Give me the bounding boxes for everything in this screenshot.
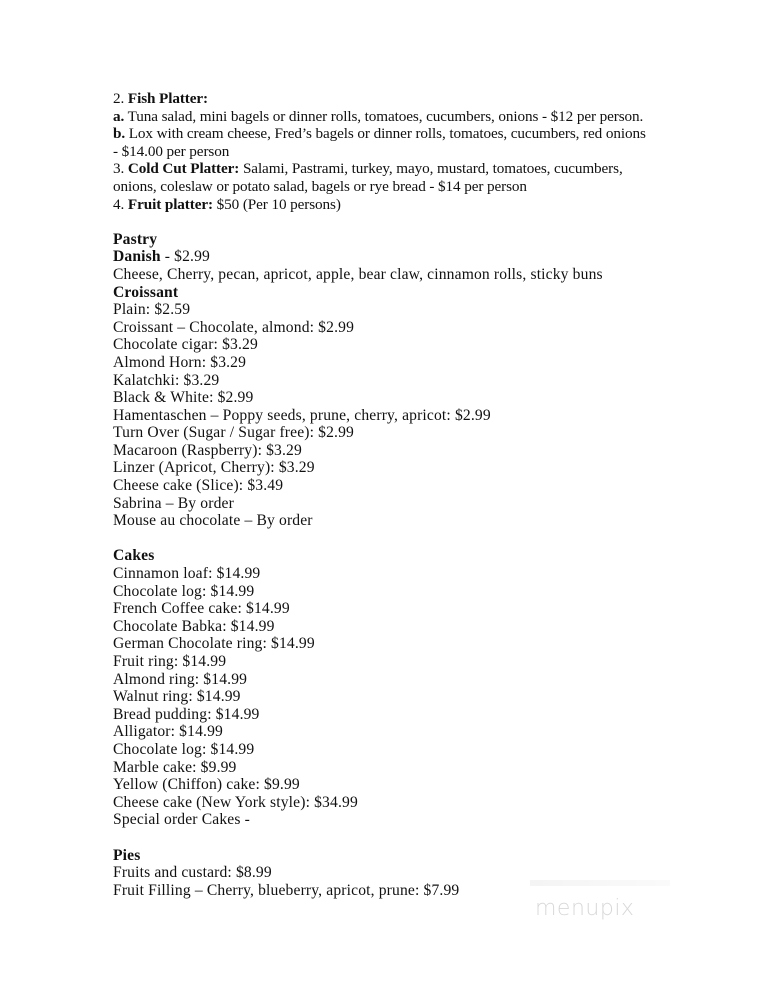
platter-cold-cut [113, 160, 673, 178]
menu-item: Marble cake: $9.99 [113, 758, 237, 776]
platter-text: onions, coleslaw or potato salad, bagels or rye bread - $14 per person [113, 177, 527, 195]
platter-number: 3. [113, 160, 125, 178]
platter-number: 2. [113, 90, 125, 107]
menu-item: Mouse au chocolate – By order [113, 512, 313, 530]
option-label: b. [113, 125, 126, 143]
platter-title: Cold Cut Platter: [127, 160, 240, 178]
menu-item: Yellow (Chiffon) cake: $9.99 [113, 776, 300, 794]
pastry-section [113, 231, 673, 900]
section-heading-pastry: Pastry [113, 230, 158, 248]
danish-flavors: Cheese, Cherry, pecan, apricot, apple, bear claw, cinnamon rolls, sticky buns [113, 265, 603, 283]
danish-title: Danish [113, 248, 161, 266]
menu-item: Croissant – Chocolate, almond: $2.99 [113, 318, 355, 336]
watermark-faint-text [530, 880, 670, 886]
platters-section [113, 90, 673, 213]
platter-title: Fruit platter: [127, 195, 213, 213]
menu-item: Turn Over (Sugar / Sugar free): $2.99 [113, 424, 355, 442]
section-heading-croissant: Croissant [113, 283, 179, 301]
menu-item: Chocolate log: $14.99 [113, 582, 255, 600]
menu-item: Linzer (Apricot, Cherry): $3.29 [113, 459, 315, 477]
menu-item: Special order Cakes - [113, 811, 250, 829]
menu-item: French Coffee cake: $14.99 [113, 600, 290, 618]
option-text: - $14.00 per person [113, 142, 230, 160]
menu-item: Hamentaschen – Poppy seeds, prune, cherry, apricot: $2.99 [113, 406, 491, 424]
platter-text: Salami, Pastrami, turkey, mayo, mustard, tomatoes, cucumbers, [242, 160, 623, 178]
platter-fish-option-b [113, 125, 673, 143]
menu-item: Cheese cake (New York style): $34.99 [113, 793, 358, 811]
menu-item: Bread pudding: $14.99 [113, 705, 260, 723]
platter-fish-option-a [113, 108, 673, 126]
spacer [113, 530, 673, 548]
spacer [113, 829, 673, 847]
option-label: a. [113, 107, 125, 125]
menu-item: Plain: $2.59 [113, 301, 191, 319]
menu-item: Chocolate cigar: $3.29 [113, 336, 258, 354]
danish-line [113, 248, 673, 266]
menu-item: Fruit Filling – Cherry, blueberry, apricot, prune: $7.99 [113, 881, 460, 899]
menu-item: Cinnamon loaf: $14.99 [113, 565, 261, 583]
platter-title: Fish Platter: [127, 90, 209, 107]
danish-price: - $2.99 [160, 248, 210, 266]
menu-item: Alligator: $14.99 [113, 723, 223, 741]
platter-text: $50 (Per 10 persons) [216, 195, 341, 213]
menu-item: German Chocolate ring: $14.99 [113, 635, 315, 653]
spacer [113, 213, 673, 231]
menu-item: Walnut ring: $14.99 [113, 688, 241, 706]
menu-item: Fruit ring: $14.99 [113, 653, 227, 670]
menu-item: Chocolate log: $14.99 [113, 740, 255, 758]
menu-item: Sabrina – By order [113, 494, 234, 512]
menu-document [113, 90, 673, 899]
section-heading-pies: Pies [113, 846, 141, 864]
option-text: Lox with cream cheese, Fred’s bagels or dinner rolls, tomatoes, cucumbers, red onions [128, 125, 646, 143]
section-heading-cakes: Cakes [113, 547, 155, 565]
platter-fruit [113, 196, 673, 214]
option-text: Tuna salad, mini bagels or dinner rolls, tomatoes, cucumbers, onions - $12 per person. [127, 107, 644, 125]
menupix-watermark-logo: menupix [535, 896, 635, 921]
menu-item: Almond ring: $14.99 [113, 670, 248, 688]
menu-item: Black & White: $2.99 [113, 389, 254, 407]
menu-item: Kalatchki: $3.29 [113, 371, 220, 389]
menu-item: Almond Horn: $3.29 [113, 353, 247, 371]
platter-fish-option-b-price [113, 143, 673, 161]
menu-item: Fruits and custard: $8.99 [113, 864, 272, 882]
menu-item: Macaroon (Raspberry): $3.29 [113, 441, 302, 459]
menu-item: Chocolate Babka: $14.99 [113, 617, 275, 635]
platter-cold-cut-cont [113, 178, 673, 196]
platter-fish-heading [113, 90, 673, 108]
menu-item: Cheese cake (Slice): $3.49 [113, 477, 284, 495]
platter-number: 4. [113, 195, 125, 213]
